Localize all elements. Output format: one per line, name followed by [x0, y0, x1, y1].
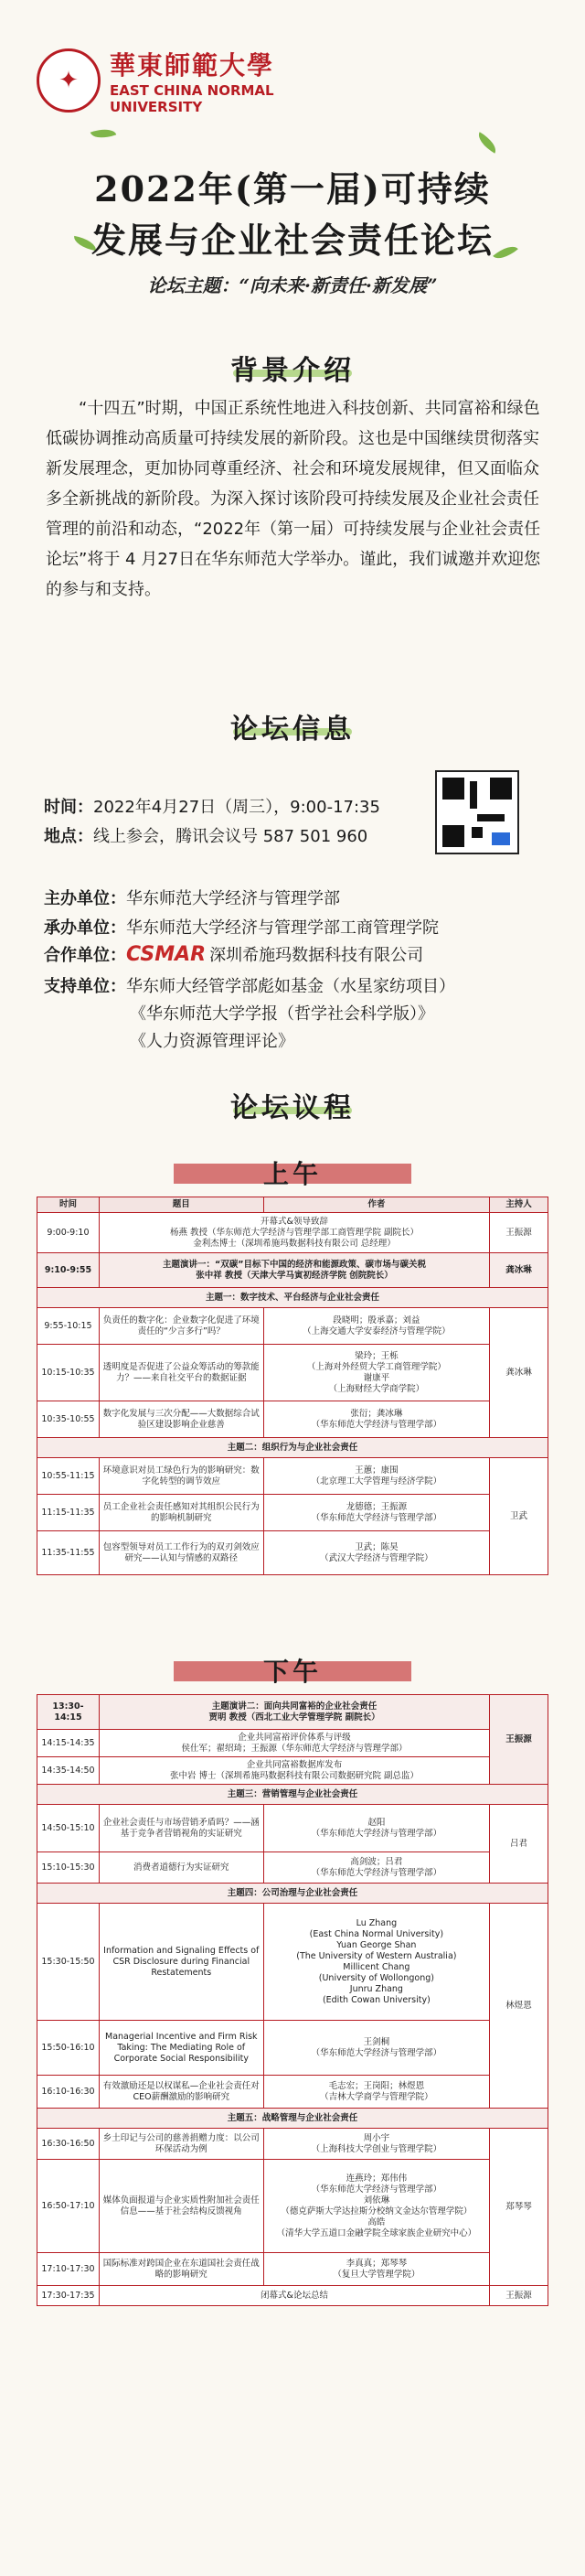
table-row: 14:50-15:10 企业社会责任与市场营销矛盾吗？——涵基于竞争者营销视角的实证研究 赵阳 （华东师范大学经济与管理学部） 吕君 — [37, 1805, 548, 1852]
table-row: 16:10-16:30 有效激励还是以权谋私—企业社会责任对CEO薪酬激励的影响研究 毛志宏；王岗阳；林煜恩 （吉林大学商学与管理学院） — [37, 2076, 548, 2109]
info-place: 地点：线上参会，腾讯会议号 587 501 960 — [44, 827, 368, 846]
table-row: 14:15-14:35 企业共同富裕评价体系与评级 侯仕军；翟绍琦；王振源（华东师范大学经济与管理学部） — [37, 1730, 548, 1757]
table-row: 13:30-14:15 主题演讲二：面向共同富裕的企业社会责任 贾明 教授（西北工业大学管理学院 副院长） 王振源 — [37, 1695, 548, 1730]
qr-code[interactable] — [435, 770, 519, 854]
section-agenda-title: 论坛议程 — [230, 1092, 355, 1124]
university-logo — [37, 46, 274, 115]
table-row: 15:10-15:30 消费者道德行为实证研究 高剑波；吕君 （华东师范大学经济与管理学部） — [37, 1852, 548, 1884]
csmar-logo: CSMAR — [126, 943, 207, 966]
table-row: 15:30-15:50 Information and Signaling Effects of CSR Disclosure during Financial Restatements Lu Zhang (East China Normal University) Yuan George Shan (The University of Western Australia) Millicent Chang (University of Wollongong) Junru Zhang (Edith Cowan University) 林煜恩 — [37, 1904, 548, 2021]
header — [0, 0, 585, 348]
table-row: 10:35-10:55 数字化发展与三次分配——大数据综合试验区建设影响企业慈善 张衍；龚冰琳 （华东师范大学经济与管理学部） — [37, 1401, 548, 1438]
org-partner: 合作单位：CSMAR 深圳希施玛数据科技有限公司 — [44, 943, 424, 966]
table-row: 11:15-11:35 员工企业社会责任感知对其组织公民行为的影响机制研究 龙德德；王振源 （华东师范大学经济与管理学部） — [37, 1495, 548, 1531]
morning-table: 时间 题目 作者 主持人 9:00-9:10 开幕式&领导致辞 杨燕 教授（华东师范大学经济与管理学部工商管理学院 副院长） 金利杰博士（深圳希施玛数据科技有限公司 总经理） 王振源 9:10-9:55 主题演讲一：“双碳”目标下中国的经济和能源政策、碳市场与碳关税 张中祥 教授（天津大学马寅初经济学院 创院院长） 龚冰琳 主题一：数字技术、平台经济与企业社会责任 9:55-10:15 负责任的数字化：企业数字化促进了环境责任的“少言多行”吗？ 段晓明；殷承嘉；刘益 （上海交通大学安泰经济与管理学院） 龚冰琳 10:15-10:35 透明度是否促进了公益众筹活动的筹款能力？——来自社交平台的数据证据 梁玲；王栎 （上海对外经贸大学工商管理学院） 谢康平 （上海财经大学商学院） 10:35-10:55 数字化发展与三次分配——大数据综合试验区建设影响企业慈善 张衍；龚冰琳 （华东师范大学经济与管理学部） 主题二：组织行为与企业社会责任 10:55-11:15 环境意识对员工绿色行为的影响研究：数字化转型的调节效应 王蕙；康围 （北京理工大学管理与经济学院） 卫武 11:15-11:35 员工企业社会责任感知对其组织公民行为的影响机制研究 龙德德；王振源 （华东师范大学经济与管理学部） 11:35-11:55 包容型领导对员工工作行为的双刃剑效应研究——认知与情感的双路径 卫武；陈昊 （武汉大学经济与管理学院） — [37, 1197, 548, 1575]
table-row: 10:55-11:15 环境意识对员工绿色行为的影响研究：数字化转型的调节效应 王蕙；康围 （北京理工大学管理与经济学院） 卫武 — [37, 1458, 548, 1495]
table-row: 11:35-11:55 包容型领导对员工工作行为的双刃剑效应研究——认知与情感的双路径 卫武；陈昊 （武汉大学经济与管理学院） — [37, 1531, 548, 1575]
section-background-title: 背景介绍 — [230, 355, 355, 387]
info-time: 时间：2022年4月27日（周三），9:00-17:35 — [44, 798, 380, 817]
seal-icon: ✦ — [37, 48, 101, 113]
table-row: 16:50-17:10 媒体负面报道与企业实质性附加社会责任信息——基于社会结构反馈视角 连燕玲；郑伟伟 （华东师范大学经济与管理学部） 刘依琳 （德克萨斯大学达拉斯分校纳文金达尔管理学院） 高皓 （清华大学五道口金融学院全球家族企业研究中心） — [37, 2160, 548, 2253]
title-line-2: 发展与企业社会责任论坛 — [90, 220, 494, 261]
table-row: 9:10-9:55 主题演讲一：“双碳”目标下中国的经济和能源政策、碳市场与碳关税 张中祥 教授（天津大学马寅初经济学院 创院院长） 龚冰琳 — [37, 1253, 548, 1288]
table-row: 14:35-14:50 企业共同富裕数据库发布 张中岩 博士（深圳希施玛数据科技有限公司数据研究院 副总监） — [37, 1757, 548, 1785]
title-line-1: 2022年(第一届)可持续 — [94, 168, 491, 209]
forum-theme: 论坛主题：“向未来·新责任·新发展” — [147, 274, 438, 296]
table-row: 16:30-16:50 乡土印记与公司的慈善捐赠力度：以公司环保活动为例 周小宇 （上海科技大学创业与管理学院） 郑琴琴 — [37, 2129, 548, 2160]
org-support-2: 《华东师范大学学报（哲学社会科学版）》 — [130, 1004, 434, 1024]
afternoon-label: 下午 — [0, 1652, 585, 1689]
morning-label: 上午 — [0, 1154, 585, 1191]
table-row: 17:10-17:30 国际标准对跨国企业在东道国社会责任战略的影响研究 李真真；郑琴琴 （复旦大学管理学院） — [37, 2253, 548, 2286]
logo-cn: 華東師範大學 — [110, 50, 275, 80]
table-row: 9:00-9:10 开幕式&领导致辞 杨燕 教授（华东师范大学经济与管理学部工商管理学院 副院长） 金利杰博士（深圳希施玛数据科技有限公司 总经理） 王振源 — [37, 1213, 548, 1253]
section-info-title: 论坛信息 — [230, 714, 355, 746]
logo-en-1: EAST CHINA NORMAL — [110, 82, 274, 99]
org-support-3: 《人力资源管理评论》 — [130, 1032, 294, 1051]
afternoon-table: 13:30-14:15 主题演讲二：面向共同富裕的企业社会责任 贾明 教授（西北工业大学管理学院 副院长） 王振源 14:15-14:35 企业共同富裕评价体系与评级 侯仕军；翟绍琦；王振源（华东师范大学经济与管理学部） 14:35-14:50 企业共同富裕数据库发布 张中岩 博士（深圳希施玛数据科技有限公司数据研究院 副总监） 主题三：营销管理与企业社会责任 14:50-15:10 企业社会责任与市场营销矛盾吗？——涵基于竞争者营销视角的实证研究 赵阳 （华东师范大学经济与管理学部） 吕君 15:10-15:30 消费者道德行为实证研究 高剑波；吕君 （华东师范大学经济与管理学部） 主题四：公司治理与企业社会责任 15:30-15:50 Information and Signaling Effects of CSR Disclosure during Financial Restatements Lu Zhang (East China Normal University) Yuan George Shan (The University of Western Australia) Millicent Chang (University of Wollongong) Junru Zhang (Edith Cowan University) 林煜恩 15:50-16:10 Managerial Incentive and Firm Risk Taking: The Mediating Role of Corporate Social Responsibility 王剑桐 （华东师范大学经济与管理学部） 16:10-16:30 有效激励还是以权谋私—企业社会责任对CEO薪酬激励的影响研究 毛志宏；王岗阳；林煜恩 （吉林大学商学与管理学院） 主题五：战略管理与企业社会责任 16:30-16:50 乡土印记与公司的慈善捐赠力度：以公司环保活动为例 周小宇 （上海科技大学创业与管理学院） 郑琴琴 16:50-17:10 媒体负面报道与企业实质性附加社会责任信息——基于社会结构反馈视角 连燕玲；郑伟伟 （华东师范大学经济与管理学部） 刘依琳 （德克萨斯大学达拉斯分校纳文金达尔管理学院） 高皓 （清华大学五道口金融学院全球家族企业研究中心） 17:10-17:30 国际标准对跨国企业在东道国社会责任战略的影响研究 李真真；郑琴琴 （复旦大学管理学院） 17:30-17:35 闭幕式&论坛总结 王振源 — [37, 1694, 548, 2306]
table-row: 15:50-16:10 Managerial Incentive and Firm Risk Taking: The Mediating Role of Corporate Social Responsibility 王剑桐 （华东师范大学经济与管理学部） — [37, 2021, 548, 2076]
intro-text: “十四五”时期，中国正系统性地进入科技创新、共同富裕和绿色低碳协调推动高质量可持续发展的新阶段。这也是中国继续贯彻落实新发展理念，更加协同尊重经济、社会和环境发展规律，但又面临众多全新挑战的新阶段。为深入探讨该阶段可持续发展及企业社会责任管理的前沿和动态，“2022年（第一届）可持续发展与企业社会责任论坛”将于 4 月27日在华东师范大学举办。谨此，我们诚邀并欢迎您的参与和支持。 — [46, 399, 541, 599]
org-host: 主办单位：华东师范大学经济与管理学部 — [44, 889, 340, 908]
table-row: 9:55-10:15 负责任的数字化：企业数字化促进了环境责任的“少言多行”吗？ 段晓明；殷承嘉；刘益 （上海交通大学安泰经济与管理学院） 龚冰琳 — [37, 1308, 548, 1345]
table-row: 17:30-17:35 闭幕式&论坛总结 王振源 — [37, 2286, 548, 2306]
org-organizer: 承办单位：华东师范大学经济与管理学部工商管理学院 — [44, 918, 439, 938]
logo-en-2: UNIVERSITY — [110, 99, 203, 115]
table-row: 10:15-10:35 透明度是否促进了公益众筹活动的筹款能力？——来自社交平台的数据证据 梁玲；王栎 （上海对外经贸大学工商管理学院） 谢康平 （上海财经大学商学院） — [37, 1345, 548, 1401]
org-support: 支持单位：华东师大经管学部彪如基金（水星家纺项目） — [44, 977, 455, 996]
